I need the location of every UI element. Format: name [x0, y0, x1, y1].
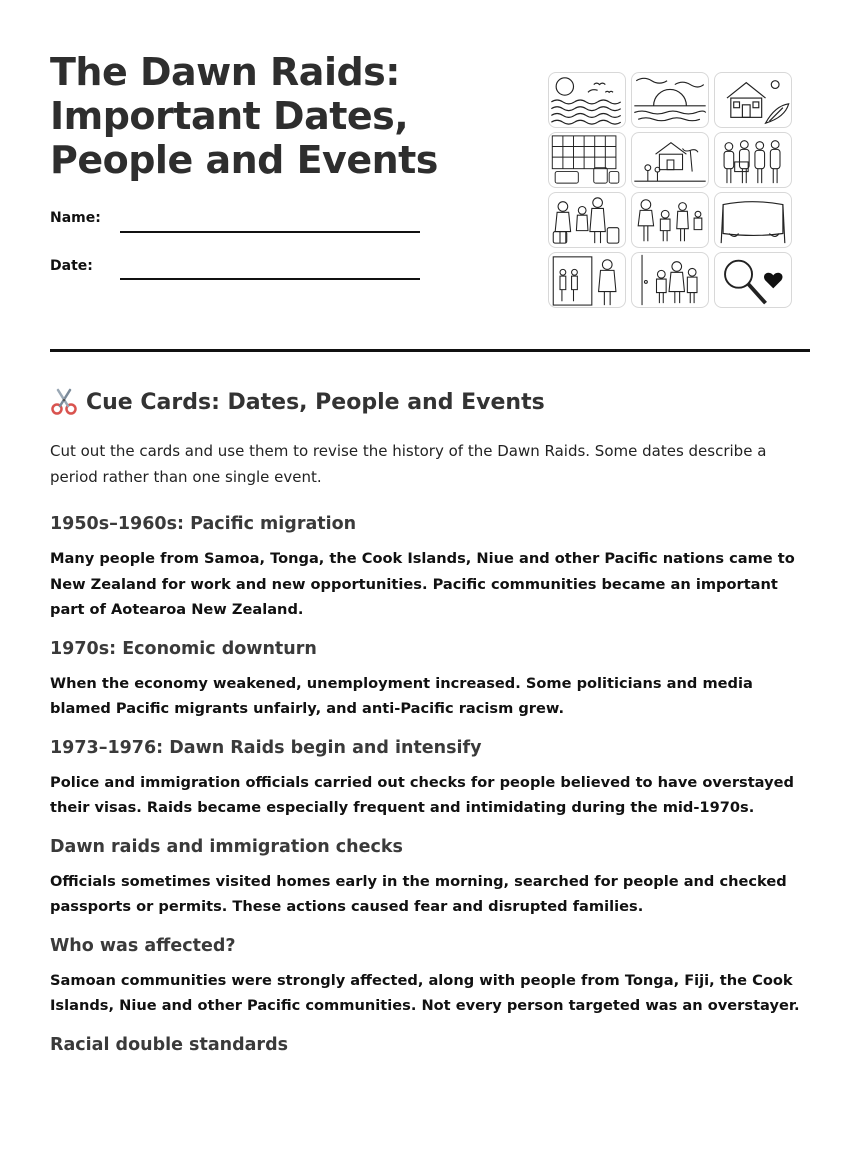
calendar-grid-icon: [548, 132, 626, 188]
name-label: Name:: [50, 210, 101, 226]
card-body: When the economy weakened, unemployment increased. Some politicians and media blamed Pacific migrants unfairly, and anti-Pacific racism grew.: [50, 674, 753, 717]
cue-card: [50, 835, 810, 920]
card-body: Many people from Samoa, Tonga, the Cook Islands, Niue and other Pacific nations came to New Zealand for work and new opportunities. Pacific communities became an important part of Aotearoa New Zealand.: [50, 550, 795, 618]
door-family-icon: [631, 252, 709, 308]
intro-text: Cut out the cards and use them to revise the history of the Dawn Raids. Some dates describe a period rather than one single event.: [50, 442, 767, 486]
sunset-icon: [631, 72, 709, 128]
card-heading: 1970s: Economic downturn: [50, 638, 317, 659]
card-body: Samoan communities were strongly affected, along with people from Tonga, Fiji, the Cook Islands, Niue and other Pacific communities. Not every person targeted was an overstayer.: [50, 971, 800, 1014]
banner-icon: [714, 192, 792, 248]
page-title: The Dawn Raids: Important Dates, People and Events: [50, 50, 438, 182]
section-title: [50, 388, 545, 416]
card-heading: Who was affected?: [50, 935, 236, 956]
divider: [50, 349, 810, 352]
children-group-icon: [631, 192, 709, 248]
family-group-icon: [714, 132, 792, 188]
date-field[interactable]: [120, 278, 420, 280]
cue-card: [50, 512, 810, 623]
card-heading: 1950s–1960s: Pacific migration: [50, 514, 357, 534]
card-heading: Racial double standards: [50, 1034, 289, 1055]
card-heading: 1973–1976: Dawn Raids begin and intensify: [50, 737, 482, 758]
card-body: Officials sometimes visited homes early in the morning, searched for people and checked passports or permits. These actions caused fear and disrupted families.: [50, 872, 787, 915]
cue-card-list: [50, 512, 810, 1071]
scissors-icon: [50, 388, 78, 416]
cue-card: [50, 736, 810, 821]
family-luggage-icon: [548, 192, 626, 248]
sun-sea-birds-icon: [548, 72, 626, 128]
doorway-people-icon: [548, 252, 626, 308]
cue-card: [50, 637, 810, 722]
card-body: Police and immigration officials carried out checks for people believed to have overstayed their visas. Raids became especially frequent and intimidating during the mid-1970s.: [50, 773, 794, 816]
name-field[interactable]: [120, 231, 420, 233]
village-house-icon: [631, 132, 709, 188]
house-icon: [714, 72, 792, 128]
illustration-grid: [548, 72, 792, 310]
cue-card: [50, 1033, 810, 1057]
card-heading: Dawn raids and immigration checks: [50, 836, 403, 857]
section-title-text: Cue Cards: Dates, People and Events: [86, 389, 545, 415]
date-label: Date:: [50, 258, 93, 274]
cue-card: [50, 934, 810, 1019]
magnifier-heart-icon: [714, 252, 792, 308]
